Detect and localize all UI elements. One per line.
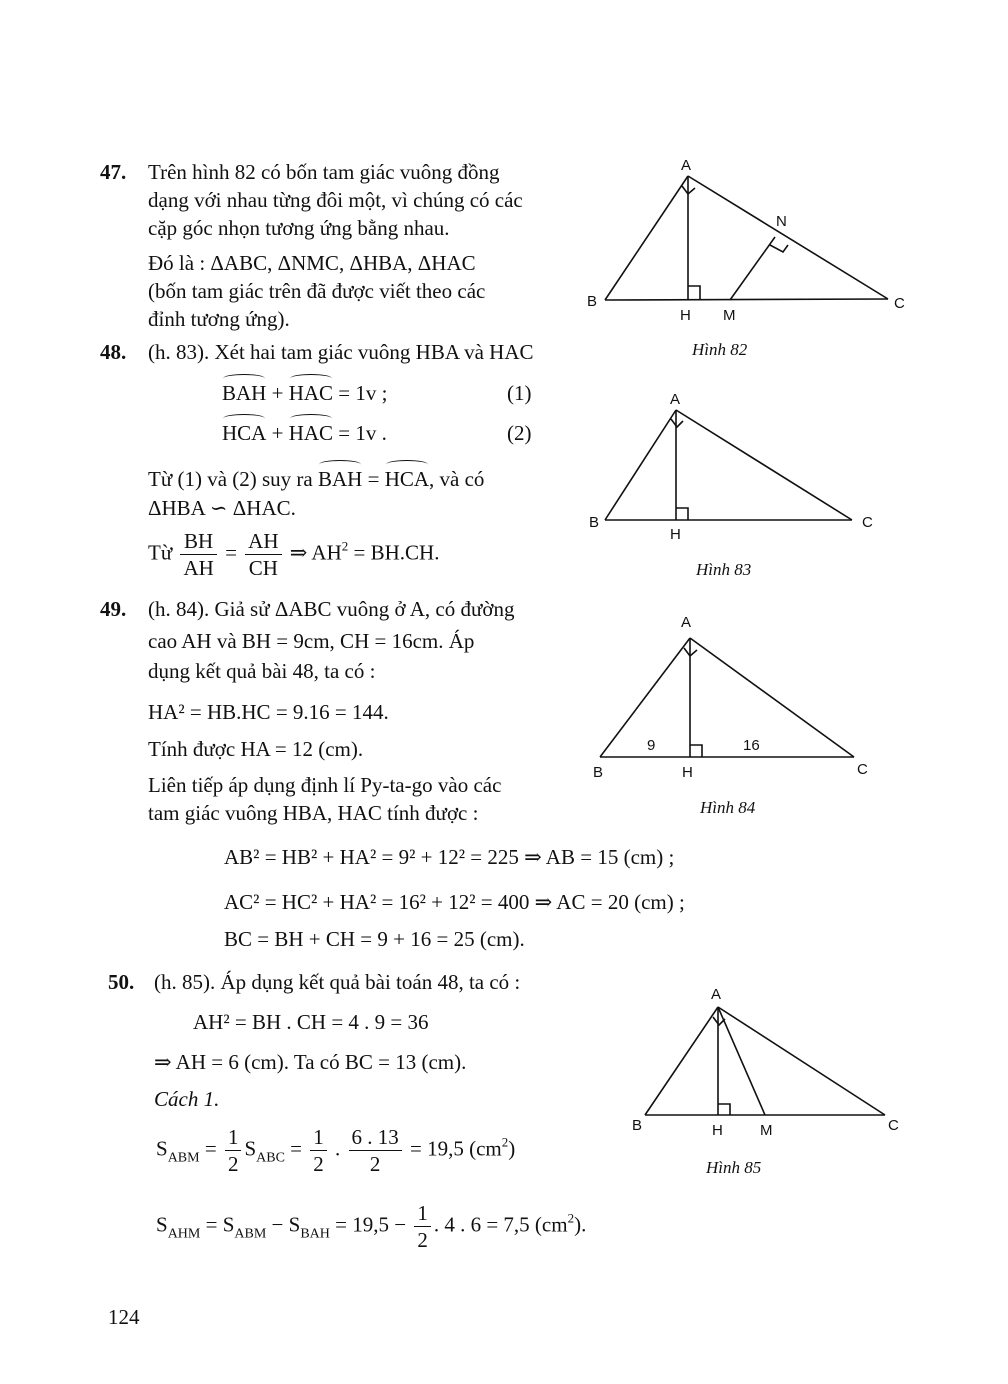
label-bh-length: 9: [647, 737, 656, 754]
figure-caption: Hình 83: [696, 560, 752, 579]
exercise-number: 48.: [100, 340, 127, 364]
denominator: AH: [183, 556, 214, 580]
text: = 19,5 −: [335, 1212, 407, 1237]
dot: .: [335, 1136, 341, 1161]
label-a: A: [670, 391, 681, 408]
figure-82: [580, 150, 920, 370]
plus: +: [271, 421, 284, 445]
right-angle-h: [688, 286, 700, 300]
exercise-number: 49.: [100, 597, 127, 621]
exercise-number: 47.: [100, 160, 127, 184]
page-number: 124: [108, 1305, 140, 1329]
method-heading: Cách 1.: [154, 1087, 220, 1111]
equation-2: [222, 419, 387, 447]
label-a: A: [711, 986, 722, 1003]
side-ab: [605, 176, 688, 300]
text-line: (bốn tam giác trên đã được viết theo các: [148, 279, 486, 303]
subscript: BAH: [300, 1226, 330, 1242]
label-c: C: [888, 1117, 899, 1134]
label-b: B: [587, 293, 598, 310]
median-am: [718, 1007, 765, 1115]
text-line: dụng kết quả bài 48, ta có :: [148, 659, 376, 683]
side-ac: [676, 410, 852, 520]
equation-line: BC = BH + CH = 9 + 16 = 25 (cm).: [224, 927, 525, 951]
equals: =: [205, 1212, 218, 1237]
area-symbol: S: [156, 1136, 168, 1161]
right-angle-h: [718, 1104, 730, 1115]
numerator: 1: [225, 1124, 242, 1151]
label-b: B: [632, 1117, 643, 1134]
subscript: ABC: [256, 1150, 285, 1166]
equation-line: AC² = HC² + HA² = 16² + 12² = 400 ⇒ AC = 20 (cm) ;: [224, 890, 685, 914]
text: ⇒ AH: [289, 540, 342, 565]
fraction: [180, 528, 216, 581]
angle-hac: HAC: [288, 381, 334, 405]
label-m: M: [760, 1122, 773, 1139]
text-line: ⇒ AH = 6 (cm). Ta có BC = 13 (cm).: [154, 1050, 467, 1074]
text: ).: [574, 1212, 587, 1237]
right-angle-n: [770, 245, 788, 252]
figure-84: [580, 610, 900, 800]
label-n: N: [776, 213, 787, 230]
equals: =: [204, 1136, 217, 1161]
text-line: HA² = HB.HC = 9.16 = 144.: [148, 700, 389, 724]
angle-hac: HAC: [288, 421, 334, 445]
segment-mn: [730, 237, 775, 300]
fraction: [349, 1124, 402, 1177]
text-line: Đó là : ΔABC, ΔNMC, ΔHBA, ΔHAC: [148, 251, 476, 275]
figure-83: [580, 385, 900, 565]
area-equation-1: [156, 1124, 515, 1177]
side-ab: [605, 410, 676, 520]
angle-hca: HCA: [222, 421, 267, 445]
text-line: cặp góc nhọn tương ứng bằng nhau.: [148, 216, 450, 240]
plus: +: [271, 381, 284, 405]
text-line: tam giác vuông HBA, HAC tính được :: [148, 801, 479, 825]
text-line: (h. 85). Áp dụng kết quả bài toán 48, ta có :: [154, 970, 521, 994]
text-line: (h. 84). Giả sử ΔABC vuông ở A, có đường: [148, 597, 515, 621]
label-c: C: [857, 761, 868, 778]
denominator: 2: [369, 1152, 381, 1176]
label-h: H: [712, 1122, 723, 1139]
exponent: 2: [501, 1134, 509, 1150]
label-b: B: [593, 764, 604, 781]
figure-85: [620, 980, 920, 1160]
ratio-line: [148, 528, 439, 581]
label-h: H: [682, 764, 693, 781]
minus: −: [271, 1212, 284, 1237]
equals: =: [367, 467, 380, 491]
right-angle-h: [690, 745, 702, 757]
equation-1: [222, 379, 387, 407]
fraction-half: [310, 1124, 327, 1177]
area-symbol: S: [244, 1136, 257, 1161]
fraction-half: [225, 1124, 242, 1177]
side-ac: [688, 176, 888, 299]
result: = 19,5 (cm: [410, 1136, 502, 1161]
label-m: M: [723, 307, 736, 324]
label-c: C: [862, 514, 873, 531]
exponent: 2: [341, 538, 349, 554]
text: Từ (1) và (2) suy ra: [148, 467, 313, 491]
text: = BH.CH.: [353, 540, 440, 565]
equation-tag: (2): [507, 421, 532, 445]
exercise-number: 50.: [108, 970, 135, 994]
equals: =: [290, 1136, 303, 1161]
text-line: dạng với nhau từng đôi một, vì chúng có các: [148, 188, 523, 212]
area-symbol: S: [222, 1212, 235, 1237]
numerator: 6 . 13: [349, 1124, 402, 1151]
side-ab: [645, 1007, 718, 1115]
numerator: 1: [310, 1124, 327, 1151]
fraction-half: [414, 1200, 431, 1253]
equation-line: AB² = HB² + HA² = 9² + 12² = 225 ⇒ AB = 15 (cm) ;: [224, 845, 675, 869]
figure-caption: Hình 85: [706, 1158, 762, 1177]
exponent: 2: [567, 1210, 575, 1226]
numerator: BH: [180, 528, 216, 555]
denominator: 2: [417, 1228, 428, 1252]
label-b: B: [589, 514, 600, 531]
side-ac: [690, 638, 854, 757]
text-line: [148, 465, 484, 493]
text-line: (h. 83). Xét hai tam giác vuông HBA và HAC: [148, 340, 534, 364]
area-symbol: S: [156, 1212, 168, 1237]
label-h: H: [680, 307, 691, 324]
fraction: [245, 528, 281, 581]
text-line: Tính được HA = 12 (cm).: [148, 737, 364, 761]
equals: =: [225, 540, 237, 565]
label-hc-length: 16: [743, 737, 760, 754]
angle-bah: BAH: [222, 381, 267, 405]
right-angle-a: [671, 419, 683, 427]
area-symbol: S: [288, 1212, 301, 1237]
numerator: AH: [245, 528, 281, 555]
denominator: CH: [248, 556, 278, 580]
text-line: cao AH và BH = 9cm, CH = 16cm. Áp: [148, 629, 475, 653]
text-line: Liên tiếp áp dụng định lí Py-ta-go vào các: [148, 773, 502, 797]
text-line: Trên hình 82 có bốn tam giác vuông đồng: [148, 160, 500, 184]
equation-tag: (1): [507, 381, 532, 405]
subscript: ABM: [234, 1226, 267, 1242]
text-line: AH² = BH . CH = 4 . 9 = 36: [193, 1010, 429, 1034]
figure-caption: Hình 84: [700, 798, 756, 817]
text: . 4 . 6 = 7,5 (cm: [433, 1212, 568, 1237]
side-bc: [605, 299, 888, 300]
text: Từ: [148, 540, 173, 565]
text: , và có: [429, 467, 485, 491]
denominator: 2: [313, 1152, 324, 1176]
equation-rest: = 1v ;: [338, 381, 388, 405]
side-ab: [600, 638, 690, 757]
area-equation-2: [156, 1200, 586, 1253]
denominator: 2: [227, 1152, 239, 1176]
label-a: A: [681, 157, 692, 174]
numerator: 1: [414, 1200, 431, 1227]
right-angle-h: [676, 508, 688, 520]
subscript: AHM: [167, 1226, 201, 1242]
text: ): [508, 1136, 516, 1161]
equation-rest: = 1v .: [338, 421, 387, 445]
label-h: H: [670, 526, 681, 543]
angle-hca: HCA: [384, 467, 430, 491]
label-c: C: [894, 295, 905, 312]
text-line: ΔHBA ∽ ΔHAC.: [148, 496, 296, 520]
label-a: A: [681, 614, 692, 631]
angle-bah: BAH: [318, 467, 363, 491]
side-ac: [718, 1007, 885, 1115]
subscript: ABM: [167, 1150, 200, 1166]
figure-caption: Hình 82: [692, 340, 748, 359]
text-line: đỉnh tương ứng).: [148, 307, 290, 331]
